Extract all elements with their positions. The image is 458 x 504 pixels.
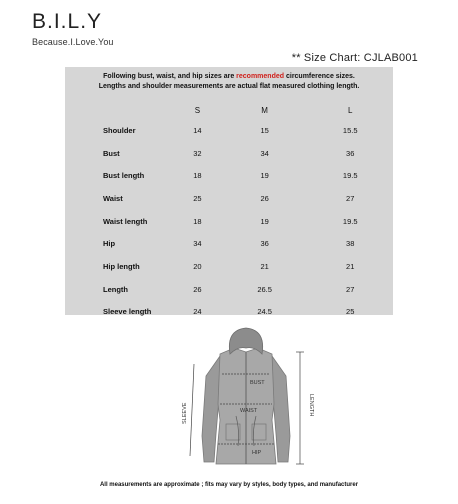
size-row: [65, 142, 393, 165]
intro-line-1: [65, 72, 393, 82]
size-row: [65, 210, 393, 233]
size-value-l: 27: [346, 193, 355, 203]
jacket-diagram: [176, 324, 316, 476]
size-row: [65, 187, 393, 210]
size-value-l: 36: [346, 148, 355, 158]
size-value-l: 21: [346, 261, 355, 271]
size-value-l: 38: [346, 239, 355, 249]
brand-tagline: Because.I.Love.You: [32, 37, 114, 47]
size-row: [65, 278, 393, 301]
jacket-measurement-diagram: [176, 324, 316, 476]
size-table: [65, 101, 393, 323]
sleeve-label: SLEEVE: [182, 402, 188, 424]
size-chart-title: ** Size Chart: CJLAB001: [291, 52, 418, 64]
row-label: Hip: [103, 239, 116, 249]
size-value-m: 34: [260, 148, 269, 158]
sleeve-measure-line: [190, 364, 194, 456]
size-value-m: 26.5: [257, 284, 272, 294]
size-value-s: 18: [193, 216, 202, 226]
size-value-m: 36: [260, 239, 269, 249]
jacket-hood: [229, 328, 262, 354]
intro-text: [65, 67, 393, 92]
size-header-l: L: [347, 105, 353, 115]
row-label: Bust: [103, 148, 120, 158]
size-value-m: 24.5: [257, 307, 272, 317]
length-label: LENGTH: [308, 394, 314, 417]
size-table-panel: [65, 67, 393, 315]
size-value-m: 26: [260, 193, 269, 203]
bust-label: BUST: [250, 380, 265, 386]
intro-highlight: recommended: [236, 73, 285, 80]
size-value-s: 18: [193, 171, 202, 181]
size-row: [65, 255, 393, 278]
size-value-l: 25: [346, 307, 355, 317]
brand-logo: B.I.L.Y: [32, 10, 103, 33]
row-label: Waist: [103, 193, 123, 203]
size-row: [65, 164, 393, 187]
size-value-m: 19: [260, 171, 269, 181]
hip-label: HIP: [252, 450, 262, 456]
size-value-s: 20: [193, 261, 202, 271]
size-value-m: 19: [260, 216, 269, 226]
intro-line-1-after: circumference sizes.: [284, 73, 355, 80]
size-header-s: S: [194, 105, 201, 115]
size-value-s: 14: [193, 125, 202, 135]
size-header-row: [65, 101, 393, 119]
size-value-s: 32: [193, 148, 202, 158]
size-value-l: 19.5: [342, 216, 358, 226]
row-label: Sleeve length: [103, 307, 152, 317]
size-value-s: 34: [193, 239, 202, 249]
row-label: Waist length: [103, 216, 148, 226]
size-value-l: 19.5: [342, 171, 358, 181]
size-value-m: 15: [260, 125, 269, 135]
intro-line-1-before: Following bust, waist, and hip sizes are: [103, 73, 237, 80]
row-label: Length: [103, 284, 128, 294]
size-value-s: 25: [193, 193, 202, 203]
size-value-m: 21: [260, 261, 269, 271]
size-header-m: M: [261, 105, 268, 115]
size-value-s: 24: [193, 307, 202, 317]
size-value-s: 26: [193, 284, 202, 294]
intro-line-2: Lengths and shoulder measurements are actual flat measured clothing length.: [98, 83, 360, 90]
size-value-l: 15.5: [342, 125, 358, 135]
size-row: [65, 232, 393, 255]
footnote: All measurements are approximate ; fits may vary by styles, body types, and manufacturer: [99, 482, 359, 488]
row-label: Hip length: [103, 261, 140, 271]
row-label: Bust length: [103, 171, 145, 181]
waist-label: WAIST: [240, 408, 258, 414]
size-row: [65, 119, 393, 142]
brand: [32, 10, 114, 47]
size-value-l: 27: [346, 284, 355, 294]
row-label: Shoulder: [103, 125, 136, 135]
size-row: [65, 301, 393, 324]
header-blank: [65, 101, 173, 119]
